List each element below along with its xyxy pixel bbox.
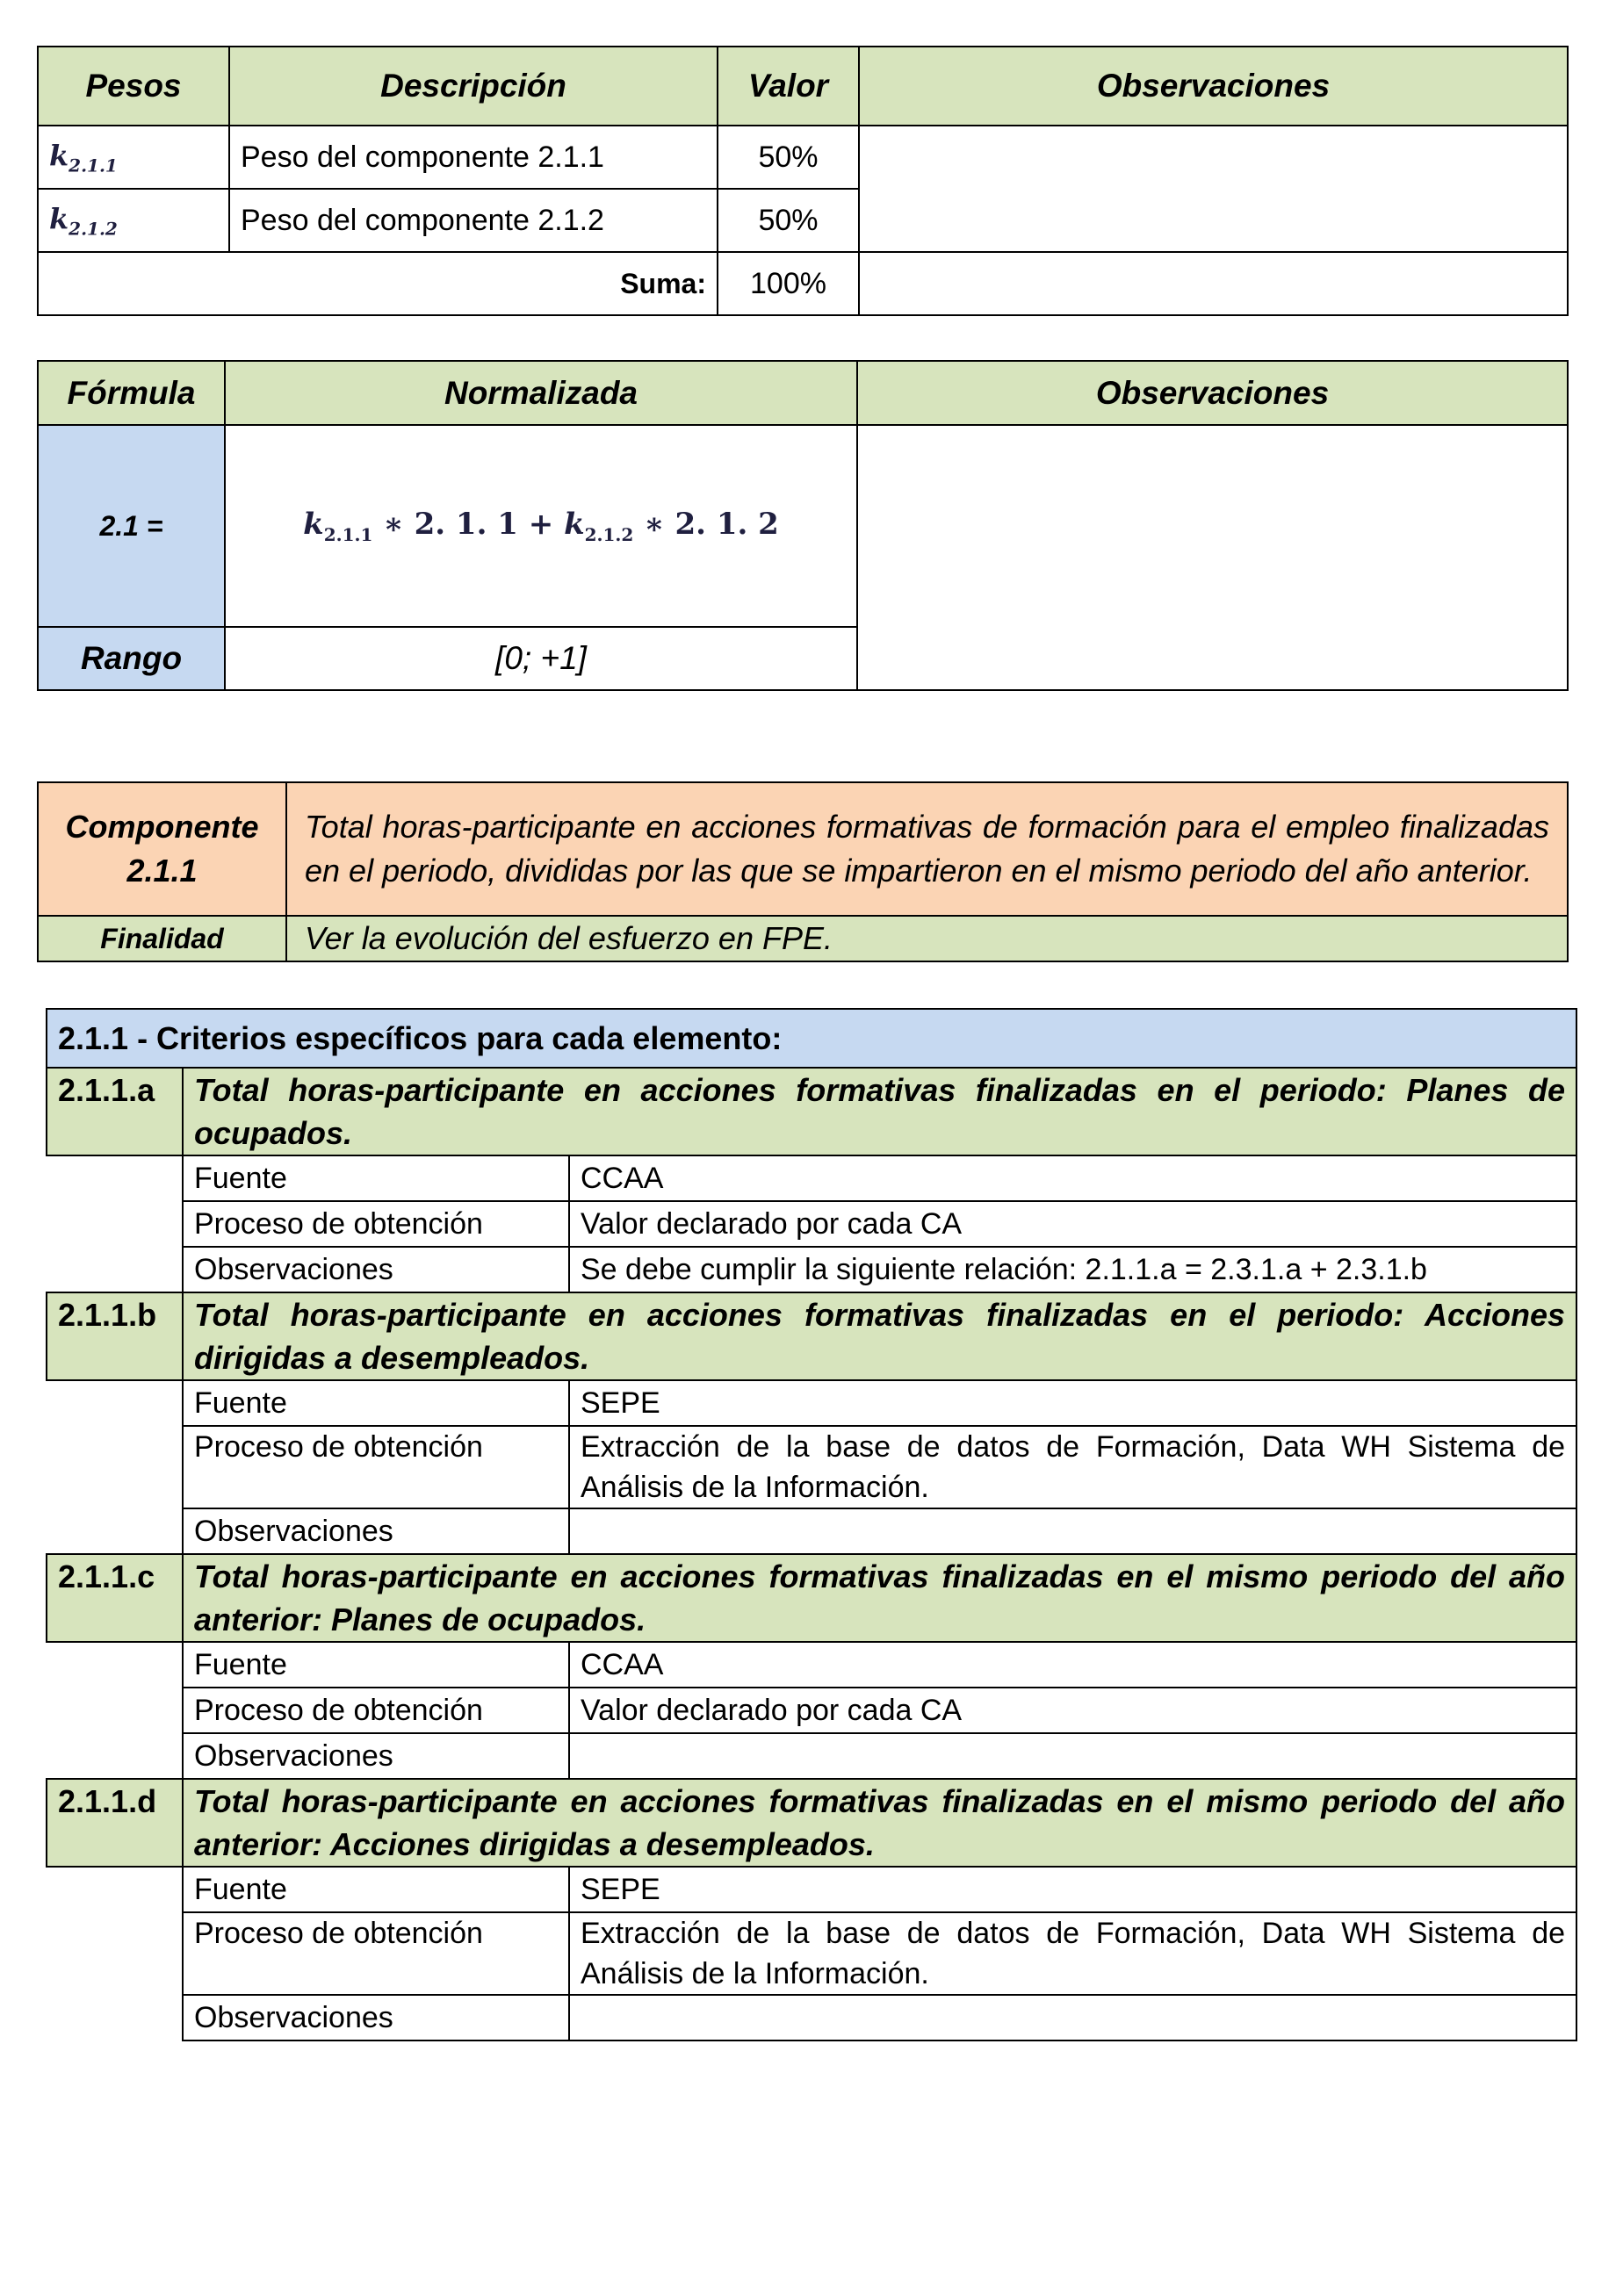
- proceso-value: Valor declarado por cada CA: [569, 1688, 1576, 1733]
- fuente-label: Fuente: [183, 1380, 569, 1426]
- weight-symbol: [38, 126, 229, 189]
- element-code: 2.1.1.d: [47, 1779, 183, 1867]
- suma-label: Suma:: [38, 252, 718, 315]
- element-title: Total horas-participante en acciones formativas finalizadas en el mismo periodo del año anterior: Acciones dirigidas a desempleados.: [183, 1779, 1576, 1867]
- observaciones-value: [569, 1733, 1576, 1779]
- proceso-label: Proceso de obtención: [183, 1912, 569, 1995]
- finalidad-text: Ver la evolución del esfuerzo en FPE.: [286, 916, 1568, 961]
- element-code: 2.1.1.b: [47, 1292, 183, 1380]
- observaciones-cell: [859, 252, 1568, 315]
- observaciones-label: Observaciones: [183, 1733, 569, 1779]
- suma-value: 100%: [718, 252, 859, 315]
- fuente-label: Fuente: [183, 1867, 569, 1912]
- weight-value: 50%: [718, 189, 859, 252]
- formula-expression: $k_{2.1.1}$ ∗ 2. 1. $1 + k_{2.1.2}$ ∗ 2. 1. 2: [225, 425, 857, 627]
- element-title: Total horas-participante en acciones formativas finalizadas en el periodo: Planes de ocupados.: [183, 1068, 1576, 1155]
- pesos-table: [37, 46, 1569, 316]
- fuente-value: SEPE: [569, 1867, 1576, 1912]
- rango-label: Rango: [38, 627, 225, 690]
- observaciones-label: Observaciones: [183, 1508, 569, 1554]
- finalidad-label: Finalidad: [38, 916, 286, 961]
- k-symbol: $k_{2.1.1}$: [49, 138, 118, 176]
- header-normalizada: Normalizada: [225, 361, 857, 425]
- indent-spacer: [47, 1155, 183, 1292]
- fuente-value: CCAA: [569, 1155, 1576, 1201]
- element-code: 2.1.1.a: [47, 1068, 183, 1155]
- header-formula: Fórmula: [38, 361, 225, 425]
- sum-row: [38, 252, 1568, 315]
- weight-description: Peso del componente 2.1.2: [229, 189, 718, 252]
- element-title: Total horas-participante en acciones formativas finalizadas en el mismo periodo del año anterior: Planes de ocupados.: [183, 1554, 1576, 1642]
- proceso-label: Proceso de obtención: [183, 1688, 569, 1733]
- criterios-table: [46, 1008, 1577, 2041]
- componente-table: [37, 781, 1569, 962]
- indent-spacer: [47, 1380, 183, 1554]
- header-observaciones: Observaciones: [859, 47, 1568, 126]
- observaciones-value: [569, 1508, 1576, 1554]
- observaciones-cell: [857, 425, 1568, 690]
- weight-value: 50%: [718, 126, 859, 189]
- observaciones-label: Observaciones: [183, 1995, 569, 2040]
- formula-table: [37, 360, 1569, 691]
- proceso-value: Extracción de la base de datos de Formación, Data WH Sistema de Análisis de la Información.: [569, 1426, 1576, 1508]
- componente-description: Total horas-participante en acciones formativas de formación para el empleo finalizadas en el periodo, divididas por las que se impartieron en el mismo periodo del año anterior.: [286, 782, 1568, 916]
- rango-value: [0; +1]: [225, 627, 857, 690]
- observaciones-value: [569, 1995, 1576, 2040]
- fuente-value: CCAA: [569, 1642, 1576, 1688]
- k-symbol: $k_{2.1.2}$: [49, 201, 118, 240]
- fuente-value: SEPE: [569, 1380, 1576, 1426]
- proceso-value: Extracción de la base de datos de Formación, Data WH Sistema de Análisis de la Información.: [569, 1912, 1576, 1995]
- header-descripcion: Descripción: [229, 47, 718, 126]
- weight-description: Peso del componente 2.1.1: [229, 126, 718, 189]
- proceso-label: Proceso de obtención: [183, 1426, 569, 1508]
- header-valor: Valor: [718, 47, 859, 126]
- header-pesos: Pesos: [38, 47, 229, 126]
- fuente-label: Fuente: [183, 1155, 569, 1201]
- weight-symbol: [38, 189, 229, 252]
- observaciones-value: Se debe cumplir la siguiente relación: 2.1.1.a = 2.3.1.a + 2.3.1.b: [569, 1247, 1576, 1292]
- element-code: 2.1.1.c: [47, 1554, 183, 1642]
- proceso-label: Proceso de obtención: [183, 1201, 569, 1247]
- header-observaciones: Observaciones: [857, 361, 1568, 425]
- proceso-value: Valor declarado por cada CA: [569, 1201, 1576, 1247]
- observaciones-label: Observaciones: [183, 1247, 569, 1292]
- fuente-label: Fuente: [183, 1642, 569, 1688]
- indent-spacer: [47, 1867, 183, 2040]
- componente-label: Componente 2.1.1: [38, 782, 286, 916]
- criterios-title: 2.1.1 - Criterios específicos para cada elemento:: [47, 1009, 1576, 1068]
- indent-spacer: [47, 1642, 183, 1779]
- observaciones-cell: [859, 126, 1568, 252]
- table-row: [38, 126, 1568, 189]
- element-title: Total horas-participante en acciones formativas finalizadas en el periodo: Acciones dirigidas a desempleados.: [183, 1292, 1576, 1380]
- formula-label: 2.1 =: [38, 425, 225, 627]
